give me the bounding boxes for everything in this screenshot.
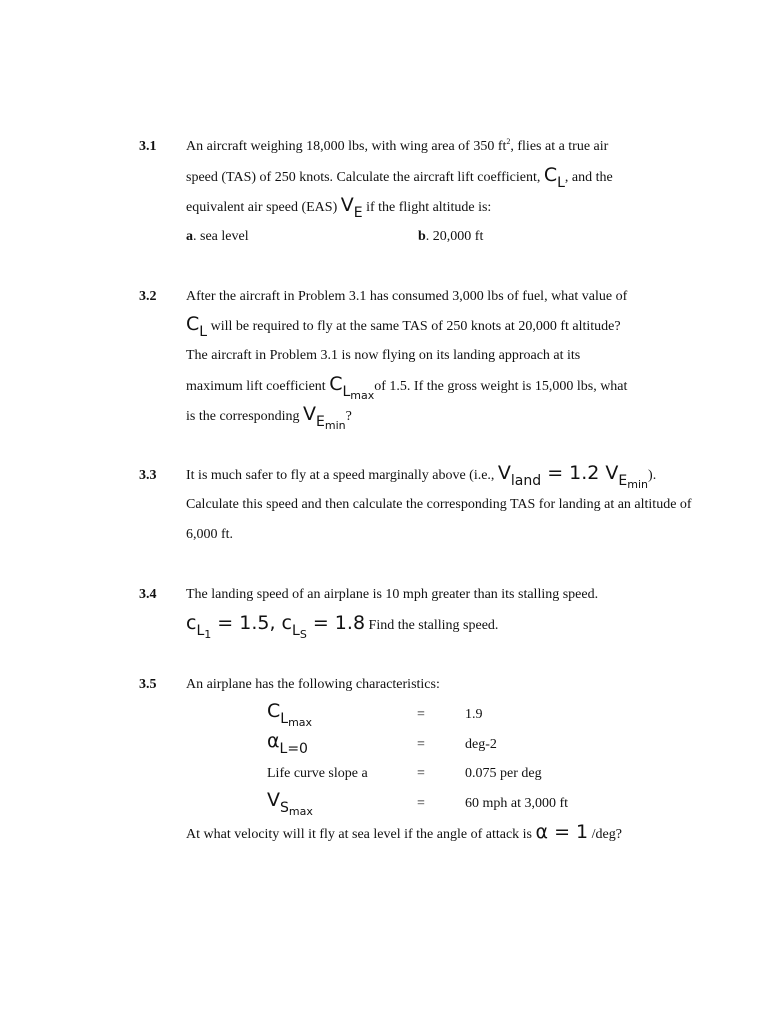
math-symbol: c [186, 612, 197, 634]
row-value: 0.075 per deg [465, 766, 542, 781]
problem-text-line: CL will be required to fly at the same TAS of 250 knots at 20,000 ft altitude? [186, 313, 621, 340]
problem-text-line: After the aircraft in Problem 3.1 has consumed 3,000 lbs of fuel, what value of [186, 289, 628, 304]
row-symbol: $VS_{max}$ [267, 789, 313, 818]
math-symbol: V [497, 462, 511, 484]
row-equals: = [417, 707, 425, 722]
row-label: Life curve slope a [267, 766, 368, 781]
row-value: 60 mph at 3,000 ft [465, 796, 569, 811]
problem-text-line: maximum lift coefficient $CL_{max}of$ 1.5. If the gross weight is 15,000 lbs, what [186, 373, 628, 402]
problem-text-line: 6,000 ft. [186, 527, 234, 542]
problem-number: 3.3 [139, 468, 157, 483]
problem-text-line: $cL_1 = 1.5$, $cL_S = 1.8$ Find the stalling speed. [186, 612, 499, 641]
row-symbol: $CL_{max}$ [267, 700, 313, 729]
math-symbol: C [329, 373, 343, 395]
row-equals: = [417, 796, 425, 811]
problem-text-line: Calculate this speed and then calculate the corresponding TAS for landing at an altitude of [186, 497, 692, 512]
math-symbol: C [186, 313, 200, 335]
problem-text-line: An aircraft weighing 18,000 lbs, with wing area of 350 $ft^2$, flies at a true air [186, 137, 609, 154]
math-symbol: V [340, 194, 354, 216]
math-symbol: α = 1 [535, 821, 589, 843]
math-symbol: C [543, 164, 558, 186]
problem-number: 3.2 [139, 289, 157, 304]
row-symbol: αL=0 [267, 730, 308, 757]
problem-text-line: speed (TAS) of 250 knots. Calculate the aircraft lift coefficient, CL, and the [186, 164, 613, 191]
problem-text-line: It is much safer to fly at a speed marginally above (i.e., Vland = 1.2 $VE_{min}$). [186, 462, 657, 491]
problem-number: 3.5 [139, 677, 157, 692]
problem-text-line: The aircraft in Problem 3.1 is now flying on its landing approach at its [186, 348, 581, 363]
row-equals: = [417, 766, 425, 781]
problem-text-line: equivalent air speed (EAS) VE if the flight altitude is: [186, 194, 492, 221]
option-a: a. sea level [186, 229, 249, 244]
option-b: b. 20,000 ft [418, 229, 484, 244]
problem-text-line: The landing speed of an airplane is 10 mph greater than its stalling speed. [186, 587, 599, 602]
problem-number: 3.4 [139, 587, 157, 602]
problem-text-line: At what velocity will it fly at sea level if the angle of attack is α = 1 /deg? [186, 821, 622, 843]
problem-number: 3.1 [139, 139, 157, 154]
math-symbol: V [303, 403, 317, 425]
row-equals: = [417, 737, 425, 752]
row-value: 1.9 [465, 707, 483, 722]
problem-text-line: An airplane has the following characteristics: [186, 677, 440, 692]
problem-text-line: is the corresponding $VE_{min}$? [186, 403, 352, 432]
row-value: deg-2 [465, 737, 497, 752]
